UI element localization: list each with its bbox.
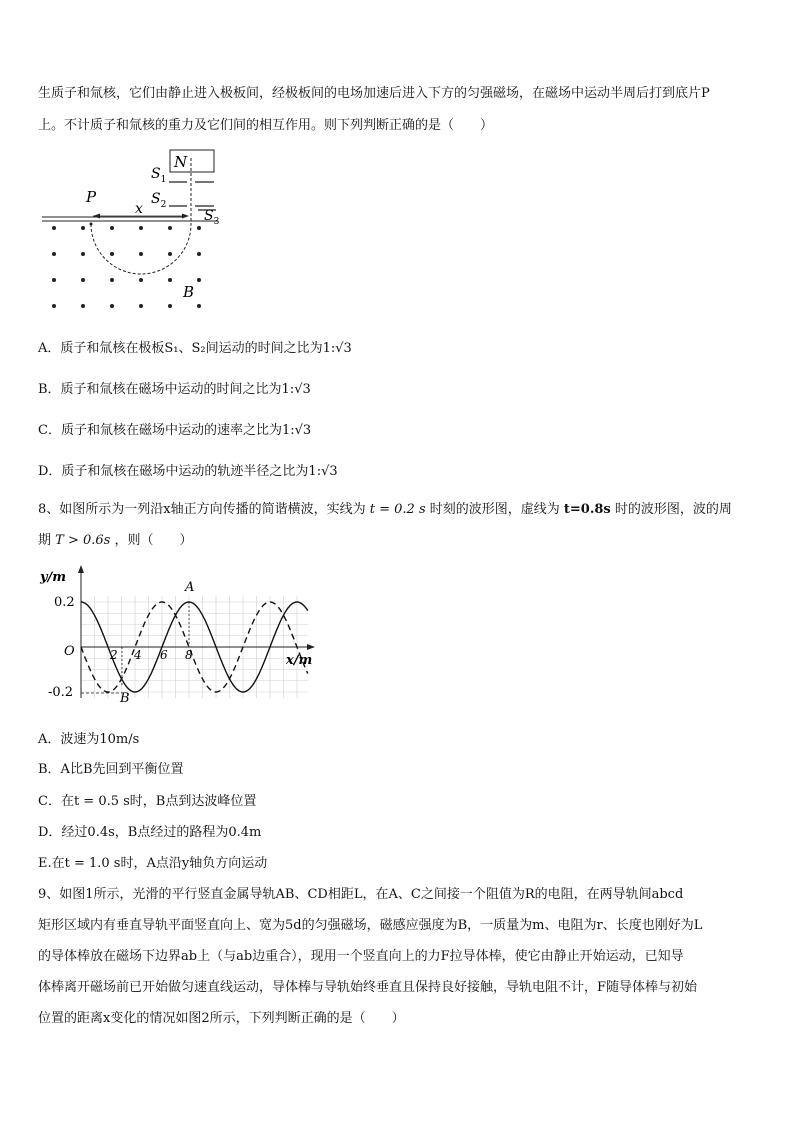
x-tick-4: 4 [134,648,142,662]
y-axis-label: y/m [40,570,67,585]
label-s2: $S_2$ [151,191,167,210]
point-A-label: A [185,580,195,595]
q8-stem-line2-a: 期 [38,533,52,548]
magnetic-field-dots [52,226,201,308]
x-tick-6: 6 [160,648,168,662]
y-axis-arrow [78,565,84,573]
x-tick-2: 2 [110,648,118,662]
q8-stem-t1: t = 0.2 s [369,502,426,517]
q8-stem-line1-c: 时的波形图，波的周 [614,502,732,517]
q9-line3: 的导体棒放在磁场下边界ab上（与ab边重合），现用一个竖直向上的力F拉导体棒，使它由静止开始运动，已知导 [38,949,684,964]
arrow-head-left [93,214,100,219]
origin-label: O [64,644,75,659]
arrow-head-right [182,214,189,219]
y-tick-pos: 0.2 [54,595,75,610]
label-B: B [183,283,195,301]
trajectory-semicircle [91,224,191,274]
q8-stem-t2: t=0.8s [563,502,611,517]
q8-option-a: A．波速为10m/s [38,732,140,747]
q9-line1: 9、如图1所示，光滑的平行竖直金属导轨AB、CD相距L，在A、C之间接一个阻值为R的电阻，在两导轨间abcd [38,887,684,902]
q8-stem-line1-a: 8、如图所示为一列沿x轴正方向传播的简谐横波，实线为 [38,502,366,517]
label-s1: $S_1$ [151,166,167,185]
q8-option-d: D．经过0.4s，B点经过的路程为0.4m [38,825,262,840]
q7-option-d: D．质子和氚核在磁场中运动的轨迹半径之比为1:√3 [38,464,338,479]
label-P: P [86,188,97,206]
q7-figure [38,146,238,316]
q8-stem-line2-b: ，则（ ） [114,533,193,548]
q8-stem-line1 [38,498,732,517]
q7-option-a: A．质子和氚核在极板S₁、S₂间运动的时间之比为1:√3 [38,341,352,356]
q8-stem-line1-b: 时刻的波形图，虚线为 [429,502,560,517]
q8-stem-T: T > 0.6s [55,533,111,548]
q7-option-c: C．质子和氚核在磁场中运动的速率之比为1:√3 [38,423,312,438]
q8-stem-line2 [38,529,193,548]
x-tick-8: 8 [185,648,193,662]
q9-line5: 位置的距离x变化的情况如图2所示，下列判断正确的是（ ） [38,1011,405,1026]
q9-line4: 体棒离开磁场前已开始做匀速直线运动，导体棒与导轨始终垂直且保持良好接触，导轨电阻不计，F随导体棒与初始 [38,980,698,995]
q8-option-b: B．A比B先回到平衡位置 [38,762,184,777]
q7-stem-line2: 上。不计质子和氚核的重力及它们间的相互作用。则下列判断正确的是（ ） [38,118,494,133]
q8-option-c: C．在t = 0.5 s时，B点到达波峰位置 [38,794,257,809]
q7-option-b: B．质子和氚核在磁场中运动的时间之比为1:√3 [38,382,311,397]
label-N: N [174,153,188,171]
x-axis-arrow [307,644,315,650]
label-x: x [135,201,143,217]
q8-wave-graph [38,563,328,708]
q9-line2: 矩形区域内有垂直导轨平面竖直向上、宽为5d的匀强磁场，磁感应强度为B，一质量为m、电阻为r、长度也刚好为L [38,918,703,933]
point-B-label: B [120,691,130,706]
q7-stem-line1: 生质子和氚核，它们由静止进入极板间，经极板间的电场加速后进入下方的匀强磁场，在磁场中运动半周后打到底片P [38,86,710,101]
label-s3: $S_3$ [204,208,220,227]
x-axis-label: x/m [286,653,313,668]
q8-option-e: E.在t = 1.0 s时，A点沿y轴负方向运动 [38,856,268,871]
y-tick-neg: -0.2 [48,685,74,700]
